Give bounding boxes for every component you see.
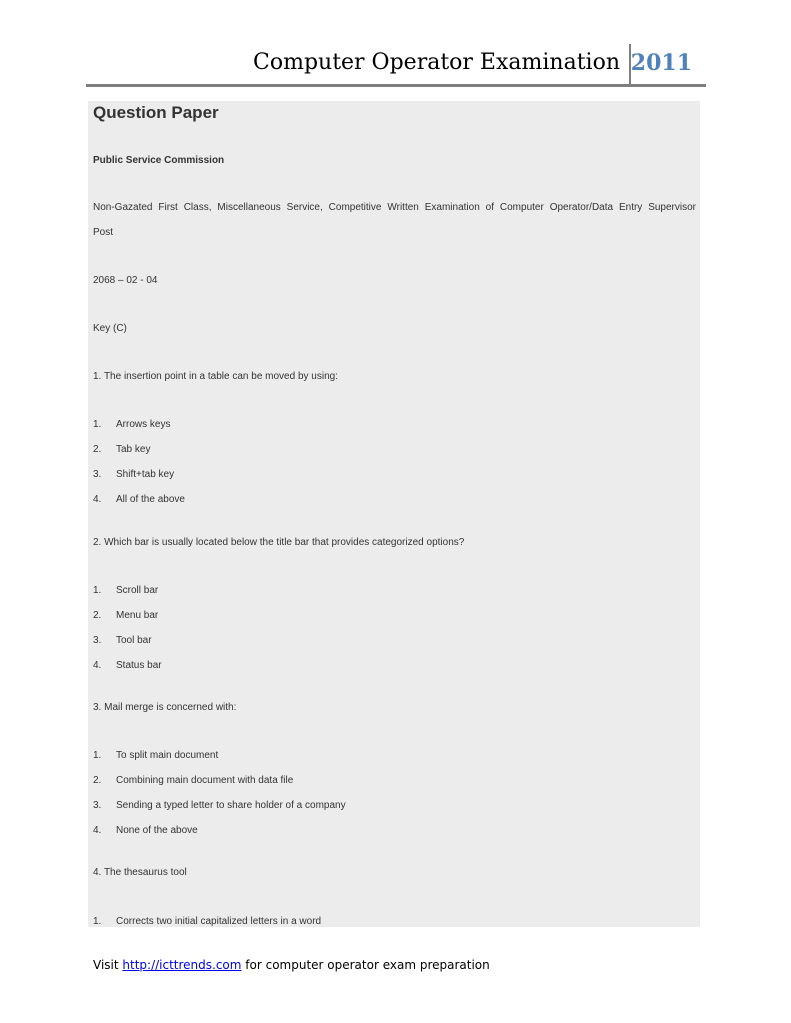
option-item (93, 916, 696, 927)
option-number: 3. (93, 635, 102, 646)
option-text: Tab key (116, 444, 151, 455)
option-text: Combining main document with data file (116, 775, 294, 786)
option-text: Scroll bar (116, 585, 159, 596)
option-number: 4. (93, 494, 102, 505)
document-title: Question Paper (93, 103, 219, 122)
exam-description-continued: Post (93, 227, 114, 238)
option-item (93, 825, 696, 836)
option-number: 4. (93, 825, 102, 836)
option-text: To split main document (116, 750, 219, 761)
answer-key: Key (C) (93, 323, 127, 334)
option-text: Arrows keys (116, 419, 171, 430)
option-number: 3. (93, 800, 102, 811)
option-text: Corrects two initial capitalized letters in a word (116, 916, 322, 927)
option-item (93, 419, 696, 430)
option-number: 4. (93, 660, 102, 671)
option-text: All of the above (116, 494, 185, 505)
option-number: 2. (93, 610, 102, 621)
site-link[interactable]: http://icttrends.com (122, 958, 242, 972)
option-number: 1. (93, 419, 102, 430)
option-item (93, 660, 696, 671)
option-item (93, 444, 696, 455)
option-item (93, 635, 696, 646)
header-year: 2011 (630, 50, 692, 76)
footer-prefix: Visit (93, 958, 123, 972)
option-number: 1. (93, 916, 102, 927)
option-item (93, 469, 696, 480)
option-item (93, 750, 696, 761)
page-footer (93, 958, 490, 972)
option-text: Shift+tab key (116, 469, 175, 480)
question-4: 4. The thesaurus tool (93, 867, 187, 878)
option-number: 1. (93, 750, 102, 761)
option-text: Menu bar (116, 610, 159, 621)
exam-description: Non-Gazated First Class, Miscellaneous Service, Competitive Written Examination of Computer Operator/Data Entry Supervisor (93, 202, 696, 213)
question-1: 1. The insertion point in a table can be moved by using: (93, 371, 338, 382)
option-number: 1. (93, 585, 102, 596)
option-number: 3. (93, 469, 102, 480)
option-item (93, 494, 696, 505)
footer-suffix: for computer operator exam preparation (241, 958, 490, 972)
exam-date: 2068 – 02 - 04 (93, 275, 158, 286)
question-paper-content (88, 101, 700, 927)
option-item (93, 585, 696, 596)
option-text: None of the above (116, 825, 198, 836)
question-2: 2. Which bar is usually located below the title bar that provides categorized options? (93, 537, 465, 548)
option-text: Status bar (116, 660, 162, 671)
option-number: 2. (93, 444, 102, 455)
option-text: Tool bar (116, 635, 152, 646)
option-item (93, 775, 696, 786)
option-number: 2. (93, 775, 102, 786)
question-3: 3. Mail merge is concerned with: (93, 702, 237, 713)
option-item (93, 800, 696, 811)
organization: Public Service Commission (93, 155, 225, 166)
page-header (86, 44, 706, 87)
header-title: Computer Operator Examination (253, 50, 620, 75)
option-item (93, 610, 696, 621)
option-text: Sending a typed letter to share holder of a company (116, 800, 346, 811)
